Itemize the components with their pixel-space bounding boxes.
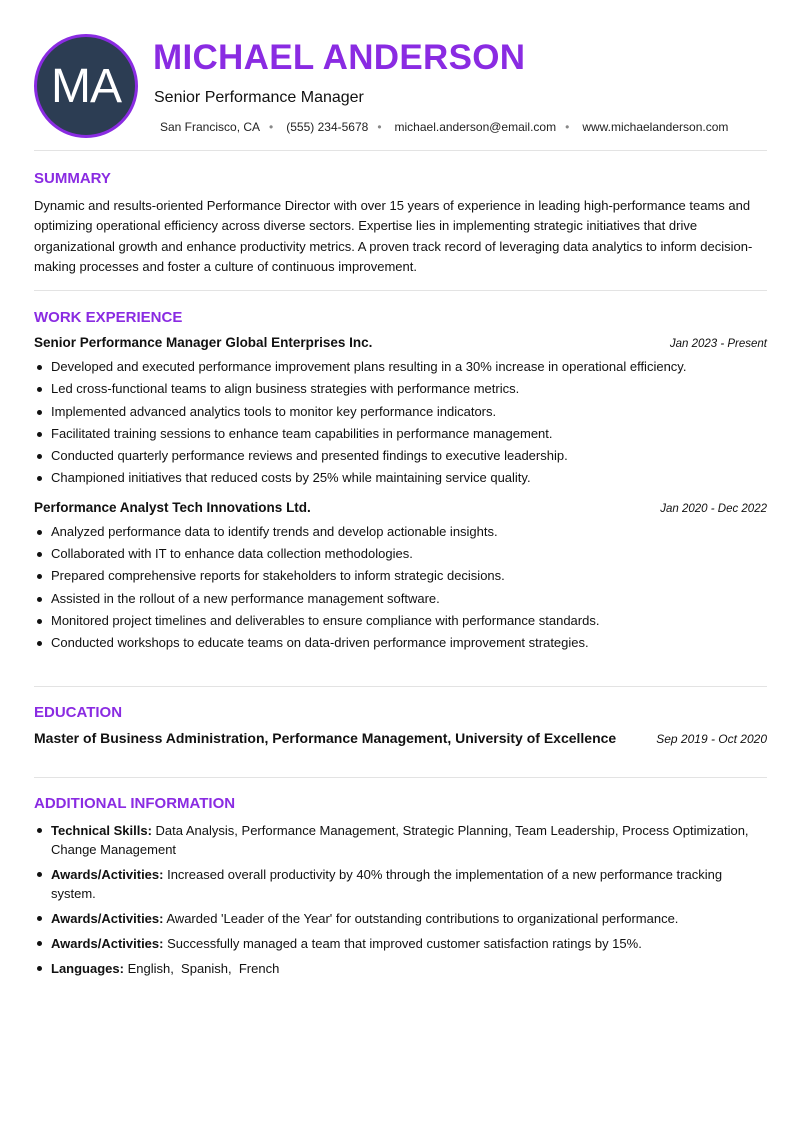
education-section	[34, 704, 767, 752]
additional-section	[34, 795, 767, 984]
item-label: Awards/Activities:	[51, 867, 164, 882]
section-heading: SUMMARY	[34, 170, 111, 187]
list-item	[34, 959, 767, 978]
list-item	[34, 934, 767, 953]
contact-phone: (555) 234-5678	[286, 120, 369, 134]
divider	[34, 777, 767, 778]
section-heading: WORK EXPERIENCE	[34, 309, 183, 326]
job-title: Senior Performance Manager Global Enterprises Inc.	[34, 335, 373, 350]
education-date: Sep 2019 - Oct 2020	[656, 732, 767, 746]
section-heading: EDUCATION	[34, 704, 123, 721]
job-entry	[34, 335, 767, 490]
job-date: Jan 2020 - Dec 2022	[660, 502, 767, 515]
degree: Master of Business Administration, Performance Management, University of Excellence	[34, 730, 617, 746]
list-item: Conducted workshops to educate teams on data-driven performance improvement strategies.	[34, 632, 767, 654]
summary-section	[34, 170, 767, 277]
list-item: Collaborated with IT to enhance data collection methodologies.	[34, 543, 767, 565]
item-text: Data Analysis, Performance Management, Strategic Planning, Team Leadership, Process Optimization, Change Management	[51, 823, 749, 857]
candidate-title: Senior Performance Manager	[154, 89, 364, 106]
list-item: Analyzed performance data to identify trends and develop actionable insights.	[34, 521, 767, 543]
contact-website[interactable]: www.michaelanderson.com	[582, 120, 729, 134]
list-item: Developed and executed performance improvement plans resulting in a 30% increase in operational efficiency.	[34, 356, 767, 378]
list-item: Assisted in the rollout of a new performance management software.	[34, 588, 767, 610]
list-item	[34, 821, 767, 859]
contact-info	[160, 120, 728, 134]
separator-dot: •	[565, 120, 570, 134]
contact-location: San Francisco, CA	[160, 120, 261, 134]
item-label: Awards/Activities:	[51, 936, 164, 951]
list-item	[34, 909, 767, 928]
separator-dot: •	[269, 120, 274, 134]
avatar	[34, 34, 138, 138]
avatar-initials: MA	[51, 59, 121, 113]
job-bullets	[34, 521, 767, 655]
item-label: Languages:	[51, 961, 124, 976]
item-text: Awarded 'Leader of the Year' for outstanding contributions to organizational performance.	[163, 911, 679, 926]
list-item: Implemented advanced analytics tools to monitor key performance indicators.	[34, 401, 767, 423]
summary-text: Dynamic and results-oriented Performance Director with over 15 years of experience in leading high-performance teams and optimizing operational efficiency across diverse sectors. Expertise lies in implementing strategic initiatives that drive organizational growth and enhance productivity metrics. A proven track record of leveraging data analytics to inform decision-making processes and foster a culture of continuous improvement.	[34, 198, 753, 274]
item-label: Awards/Activities:	[51, 911, 164, 926]
experience-section	[34, 309, 767, 665]
contact-email[interactable]: michael.anderson@email.com	[394, 120, 557, 134]
item-label: Technical Skills:	[51, 823, 152, 838]
divider	[34, 686, 767, 687]
job-entry	[34, 500, 767, 655]
separator-dot: •	[377, 120, 382, 134]
item-text: Successfully managed a team that improved customer satisfaction ratings by 15%.	[163, 936, 642, 951]
candidate-name: MICHAEL ANDERSON	[153, 38, 526, 77]
job-bullets	[34, 356, 767, 490]
list-item: Led cross-functional teams to align business strategies with performance metrics.	[34, 378, 767, 400]
item-text: English, Spanish, French	[123, 961, 280, 976]
divider	[34, 150, 767, 151]
list-item: Prepared comprehensive reports for stakeholders to inform strategic decisions.	[34, 565, 767, 587]
item-text: Increased overall productivity by 40% through the implementation of a new performance tracking system.	[51, 867, 723, 901]
list-item: Conducted quarterly performance reviews and presented findings to executive leadership.	[34, 445, 767, 467]
list-item	[34, 865, 767, 903]
job-title: Performance Analyst Tech Innovations Ltd.	[34, 499, 311, 515]
list-item: Monitored project timelines and deliverables to ensure compliance with performance standards.	[34, 610, 767, 632]
divider	[34, 290, 767, 291]
section-heading: ADDITIONAL INFORMATION	[34, 795, 236, 812]
list-item: Championed initiatives that reduced costs by 25% while maintaining service quality.	[34, 467, 767, 489]
list-item: Facilitated training sessions to enhance team capabilities in performance management.	[34, 423, 767, 445]
job-date: Jan 2023 - Present	[669, 338, 767, 350]
